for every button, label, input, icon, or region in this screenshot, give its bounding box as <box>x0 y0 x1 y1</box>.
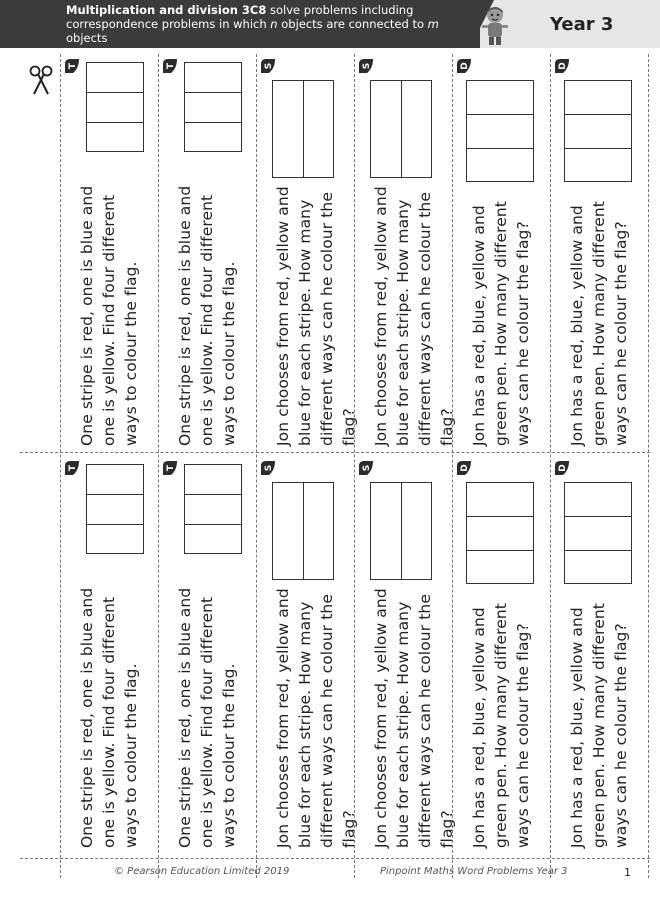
topic-heading <box>66 3 466 45</box>
flag-stripe-line <box>87 92 143 93</box>
task-card <box>452 456 550 856</box>
flag-two-stripes <box>370 482 432 580</box>
difficulty-badge-icon <box>64 460 80 476</box>
question-text: Jon has a red, blue, yellow and green pen. How many different ways can he colour the flag? <box>568 201 630 446</box>
svg-text:T: T <box>68 62 78 70</box>
task-card <box>256 54 358 454</box>
flag-two-stripes <box>370 80 432 178</box>
topic-text-2: objects are connected to <box>277 17 428 31</box>
question-text: One stripe is red, one is blue and one is yellow. Find four different ways to colour the flag. <box>176 185 238 446</box>
question-text: Jon has a red, blue, yellow and green pen. How many different ways can he colour the flag? <box>470 603 532 848</box>
task-card <box>452 54 550 454</box>
page-number: 1 <box>624 866 631 879</box>
flag-stripe-line <box>303 483 304 579</box>
task-card <box>550 456 648 856</box>
svg-text:T: T <box>166 464 176 472</box>
question-text: Jon chooses from red, yellow and blue for each stripe. How many different ways can he colour the flag? <box>274 588 358 848</box>
question-text: One stripe is red, one is blue and one is yellow. Find four different ways to colour the flag. <box>176 587 238 848</box>
flag-stripe-line <box>87 122 143 123</box>
topic-italic-m: m <box>427 17 439 31</box>
difficulty-badge-icon <box>162 460 178 476</box>
boy-mascot-icon <box>478 4 512 46</box>
flag-stripe-line <box>185 494 241 495</box>
task-card <box>256 456 358 856</box>
topic-text-1: solve problems including correspondence problems in which <box>66 3 414 31</box>
question-text: One stripe is red, one is blue and one is yellow. Find four different ways to colour the flag. <box>78 185 140 446</box>
flag-stripe-line <box>185 524 241 525</box>
flag-stripe-line <box>185 122 241 123</box>
task-card <box>60 54 158 454</box>
question-text: Jon has a red, blue, yellow and green pen. How many different ways can he colour the flag? <box>470 201 532 446</box>
question-text: Jon chooses from red, yellow and blue for each stripe. How many different ways can he colour the flag? <box>372 588 456 848</box>
flag-three-stripes <box>86 62 144 152</box>
task-card <box>158 456 256 856</box>
task-card <box>158 54 256 454</box>
flag-stripe-line <box>467 114 533 115</box>
svg-text:D: D <box>558 464 568 472</box>
flag-stripe-line <box>467 516 533 517</box>
flag-three-stripes <box>184 62 242 152</box>
flag-stripe-line <box>467 148 533 149</box>
svg-text:D: D <box>558 62 568 70</box>
flag-two-stripes <box>272 482 334 580</box>
svg-text:S: S <box>264 464 274 472</box>
series-title: Pinpoint Maths Word Problems Year 3 <box>380 866 568 877</box>
difficulty-badge-icon <box>456 58 472 74</box>
scissors-icon <box>28 64 54 96</box>
difficulty-badge-icon <box>64 58 80 74</box>
flag-three-stripes <box>466 482 534 584</box>
flag-stripe-line <box>185 92 241 93</box>
flag-stripe-line <box>87 494 143 495</box>
flag-three-stripes <box>564 482 632 584</box>
difficulty-badge-icon <box>554 460 570 476</box>
flag-stripe-line <box>303 81 304 177</box>
svg-text:S: S <box>362 464 372 472</box>
task-card <box>550 54 648 454</box>
flag-stripe-line <box>467 550 533 551</box>
flag-three-stripes <box>564 80 632 182</box>
svg-text:D: D <box>460 62 470 70</box>
flag-stripe-line <box>565 516 631 517</box>
flag-stripe-line <box>401 81 402 177</box>
difficulty-badge-icon <box>260 460 276 476</box>
flag-three-stripes <box>184 464 242 554</box>
question-text: Jon chooses from red, yellow and blue for each stripe. How many different ways can he colour the flag? <box>274 186 358 446</box>
svg-text:D: D <box>460 464 470 472</box>
flag-stripe-line <box>87 524 143 525</box>
difficulty-badge-icon <box>554 58 570 74</box>
cut-line <box>648 54 649 878</box>
difficulty-badge-icon <box>358 58 374 74</box>
flag-stripe-line <box>565 550 631 551</box>
svg-text:T: T <box>166 62 176 70</box>
flag-stripe-line <box>565 114 631 115</box>
topic-code: Multiplication and division 3C8 <box>66 3 267 17</box>
flag-two-stripes <box>272 80 334 178</box>
difficulty-badge-icon <box>162 58 178 74</box>
topic-text-3: objects <box>66 31 108 45</box>
copyright-text: © Pearson Education Limited 2019 <box>114 866 290 877</box>
flag-three-stripes <box>466 80 534 182</box>
question-text: Jon chooses from red, yellow and blue for each stripe. How many different ways can he colour the flag? <box>372 186 456 446</box>
flag-three-stripes <box>86 464 144 554</box>
question-text: One stripe is red, one is blue and one is yellow. Find four different ways to colour the flag. <box>78 587 140 848</box>
page-header <box>0 0 660 48</box>
question-text: Jon has a red, blue, yellow and green pen. How many different ways can he colour the flag? <box>568 603 630 848</box>
svg-text:T: T <box>68 464 78 472</box>
difficulty-badge-icon <box>260 58 276 74</box>
difficulty-badge-icon <box>456 460 472 476</box>
difficulty-badge-icon <box>358 460 374 476</box>
cut-line-horizontal <box>20 858 650 859</box>
svg-text:S: S <box>362 62 372 70</box>
svg-text:S: S <box>264 62 274 70</box>
topic-italic-n: n <box>270 17 278 31</box>
task-card <box>60 456 158 856</box>
flag-stripe-line <box>401 483 402 579</box>
year-label: Year 3 <box>550 14 614 35</box>
flag-stripe-line <box>565 148 631 149</box>
task-card <box>354 456 456 856</box>
task-card <box>354 54 456 454</box>
